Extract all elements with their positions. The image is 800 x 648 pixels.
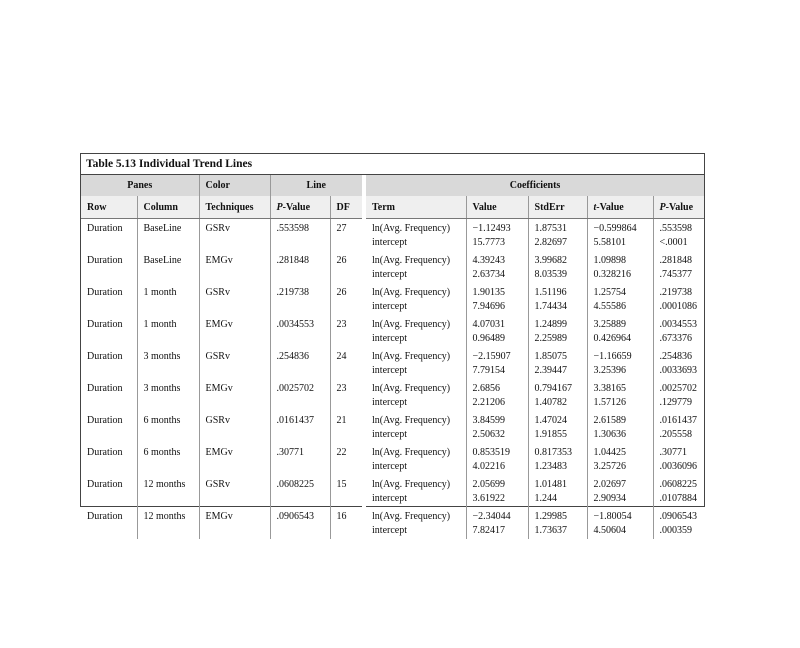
cell-stderr: 1.85075 <box>528 347 587 364</box>
cell-empty <box>137 492 199 507</box>
cell-column: BaseLine <box>137 251 199 268</box>
col-header-value: Value <box>466 196 528 219</box>
cell-empty <box>137 524 199 539</box>
cell-t-value: 1.57126 <box>587 396 653 411</box>
cell-empty <box>199 364 270 379</box>
cell-value: 15.7773 <box>466 236 528 251</box>
cell-line-p-value: .0034553 <box>270 315 330 332</box>
table-row-intercept <box>81 492 704 507</box>
cell-column: 3 months <box>137 379 199 396</box>
cell-p-value: .0001086 <box>653 300 704 315</box>
cell-t-value: 0.426964 <box>587 332 653 347</box>
cell-p-value: .000359 <box>653 524 704 539</box>
cell-column: 6 months <box>137 443 199 460</box>
table-row-intercept <box>81 268 704 283</box>
cell-t-value: 3.25889 <box>587 315 653 332</box>
cell-column: 1 month <box>137 283 199 300</box>
cell-stderr: 3.99682 <box>528 251 587 268</box>
cell-empty <box>270 428 330 443</box>
cell-technique: GSRv <box>199 219 270 237</box>
cell-column: 12 months <box>137 507 199 524</box>
cell-empty <box>137 460 199 475</box>
cell-t-value: 5.58101 <box>587 236 653 251</box>
cell-empty <box>81 236 137 251</box>
cell-column: 6 months <box>137 411 199 428</box>
cell-p-value: .553598 <box>653 219 704 237</box>
table-body <box>81 219 704 540</box>
cell-p-value: .0608225 <box>653 475 704 492</box>
table-row-intercept <box>81 332 704 347</box>
cell-row: Duration <box>87 287 123 298</box>
cell-column: 3 months <box>137 347 199 364</box>
cell-p-value: .254836 <box>653 347 704 364</box>
cell-stderr: 2.25989 <box>528 332 587 347</box>
data-table <box>81 175 704 539</box>
cell-term: intercept <box>364 524 466 539</box>
cell-empty <box>137 428 199 443</box>
cell-empty <box>199 524 270 539</box>
table-row-intercept <box>81 396 704 411</box>
cell-stderr: 1.23483 <box>528 460 587 475</box>
table-row <box>81 219 704 237</box>
group-header-coefficients: Coefficients <box>364 175 704 196</box>
cell-stderr: 2.82697 <box>528 236 587 251</box>
cell-value: 0.96489 <box>466 332 528 347</box>
cell-line-p-value: .254836 <box>270 347 330 364</box>
cell-value: 7.79154 <box>466 364 528 379</box>
table-row <box>81 347 704 364</box>
cell-column: BaseLine <box>137 219 199 237</box>
cell-term: ln(Avg. Frequency) <box>364 219 466 237</box>
cell-term: intercept <box>364 492 466 507</box>
cell-value: −2.15907 <box>466 347 528 364</box>
cell-t-value: 2.61589 <box>587 411 653 428</box>
cell-empty <box>330 300 364 315</box>
cell-t-value: 2.02697 <box>587 475 653 492</box>
cell-column: 12 months <box>137 475 199 492</box>
cell-empty <box>81 332 137 347</box>
p-italic: P <box>276 201 283 213</box>
cell-term: ln(Avg. Frequency) <box>364 347 466 364</box>
cell-t-value: 1.25754 <box>587 283 653 300</box>
col-header-row: Row <box>81 196 137 219</box>
cell-df: 15 <box>330 475 364 492</box>
cell-empty <box>81 428 137 443</box>
cell-stderr: 0.794167 <box>528 379 587 396</box>
cell-value: 2.6856 <box>466 379 528 396</box>
cell-t-value: 3.38165 <box>587 379 653 396</box>
cell-line-p-value: .219738 <box>270 283 330 300</box>
cell-line-p-value: .0906543 <box>270 507 330 524</box>
cell-empty <box>137 300 199 315</box>
cell-df: 24 <box>330 347 364 364</box>
cell-p-value: .0034553 <box>653 315 704 332</box>
cell-p-value: .673376 <box>653 332 704 347</box>
cell-row: Duration <box>87 255 123 266</box>
cell-value: 7.94696 <box>466 300 528 315</box>
cell-p-value: .0107884 <box>653 492 704 507</box>
cell-row: Duration <box>87 351 123 362</box>
table-row-intercept <box>81 364 704 379</box>
cell-value: 4.07031 <box>466 315 528 332</box>
col-header-term: Term <box>364 196 466 219</box>
cell-empty <box>199 332 270 347</box>
col-header-t-value <box>587 196 653 219</box>
cell-technique: EMGv <box>199 251 270 268</box>
cell-technique: EMGv <box>199 379 270 396</box>
cell-row: Duration <box>87 319 123 330</box>
cell-p-value: .0025702 <box>653 379 704 396</box>
table-row-intercept <box>81 460 704 475</box>
cell-df: 16 <box>330 507 364 524</box>
cell-empty <box>81 268 137 283</box>
cell-term: intercept <box>364 236 466 251</box>
cell-empty <box>270 364 330 379</box>
col-header-coef-p-value <box>653 196 704 219</box>
cell-value: 4.39243 <box>466 251 528 268</box>
col-header-df: DF <box>330 196 364 219</box>
cell-p-value: .30771 <box>653 443 704 460</box>
table-row-intercept <box>81 524 704 539</box>
table-row <box>81 283 704 300</box>
cell-value: 3.61922 <box>466 492 528 507</box>
cell-empty <box>330 460 364 475</box>
cell-row: Duration <box>87 383 123 394</box>
col-header-stderr: StdErr <box>528 196 587 219</box>
cell-line-p-value: .281848 <box>270 251 330 268</box>
cell-empty <box>270 396 330 411</box>
cell-line-p-value: .30771 <box>270 443 330 460</box>
cell-df: 26 <box>330 283 364 300</box>
cell-line-p-value: .0025702 <box>270 379 330 396</box>
cell-stderr: 1.40782 <box>528 396 587 411</box>
cell-empty <box>270 460 330 475</box>
table-caption: Table 5.13 Individual Trend Lines <box>81 154 704 175</box>
cell-value: 1.90135 <box>466 283 528 300</box>
cell-stderr: 1.74434 <box>528 300 587 315</box>
cell-line-p-value: .0161437 <box>270 411 330 428</box>
cell-t-value: 3.25726 <box>587 460 653 475</box>
table-row <box>81 475 704 492</box>
cell-term: ln(Avg. Frequency) <box>364 507 466 524</box>
p-italic: P <box>659 201 666 213</box>
cell-t-value: 1.04425 <box>587 443 653 460</box>
cell-p-value: .219738 <box>653 283 704 300</box>
cell-empty <box>270 236 330 251</box>
cell-empty <box>137 396 199 411</box>
cell-value: −2.34044 <box>466 507 528 524</box>
table-row-intercept <box>81 236 704 251</box>
cell-empty <box>199 492 270 507</box>
cell-empty <box>270 268 330 283</box>
cell-empty <box>81 300 137 315</box>
cell-empty <box>270 332 330 347</box>
cell-value: 0.853519 <box>466 443 528 460</box>
cell-empty <box>270 524 330 539</box>
group-header-line: Line <box>270 175 364 196</box>
cell-t-value: 1.30636 <box>587 428 653 443</box>
cell-p-value: .0033693 <box>653 364 704 379</box>
cell-row: Duration <box>87 479 123 490</box>
cell-empty <box>199 300 270 315</box>
cell-t-value: 1.09898 <box>587 251 653 268</box>
table-row <box>81 443 704 460</box>
cell-term: intercept <box>364 460 466 475</box>
cell-p-value: .745377 <box>653 268 704 283</box>
cell-df: 27 <box>330 219 364 237</box>
cell-stderr: 0.817353 <box>528 443 587 460</box>
cell-empty <box>330 492 364 507</box>
cell-value: −1.12493 <box>466 219 528 237</box>
cell-empty <box>199 460 270 475</box>
cell-technique: EMGv <box>199 315 270 332</box>
cell-term: ln(Avg. Frequency) <box>364 475 466 492</box>
cell-df: 22 <box>330 443 364 460</box>
cell-t-value: −1.80054 <box>587 507 653 524</box>
cell-term: ln(Avg. Frequency) <box>364 411 466 428</box>
col-header-column: Column <box>137 196 199 219</box>
cell-empty <box>137 332 199 347</box>
cell-empty <box>81 524 137 539</box>
table-row-intercept <box>81 300 704 315</box>
cell-value: 4.02216 <box>466 460 528 475</box>
cell-stderr: 1.91855 <box>528 428 587 443</box>
p-suffix: -Value <box>665 201 694 213</box>
cell-value: 2.05699 <box>466 475 528 492</box>
cell-df: 23 <box>330 379 364 396</box>
cell-t-value: 3.25396 <box>587 364 653 379</box>
cell-row: Duration <box>87 415 123 426</box>
t-italic: t <box>593 201 597 213</box>
cell-technique: GSRv <box>199 347 270 364</box>
cell-term: intercept <box>364 300 466 315</box>
cell-empty <box>199 236 270 251</box>
cell-empty <box>137 364 199 379</box>
cell-empty <box>270 300 330 315</box>
cell-empty <box>81 396 137 411</box>
cell-p-value: .0906543 <box>653 507 704 524</box>
cell-term: ln(Avg. Frequency) <box>364 379 466 396</box>
cell-technique: GSRv <box>199 283 270 300</box>
table-row <box>81 411 704 428</box>
cell-term: ln(Avg. Frequency) <box>364 443 466 460</box>
t-suffix: -Value <box>596 201 624 213</box>
cell-empty <box>330 236 364 251</box>
cell-p-value: .281848 <box>653 251 704 268</box>
cell-p-value: .0036096 <box>653 460 704 475</box>
cell-technique: GSRv <box>199 411 270 428</box>
group-header-color: Color <box>199 175 270 196</box>
cell-empty <box>330 332 364 347</box>
cell-row: Duration <box>87 511 123 522</box>
cell-technique: EMGv <box>199 443 270 460</box>
cell-df: 23 <box>330 315 364 332</box>
cell-empty <box>199 268 270 283</box>
cell-stderr: 2.39447 <box>528 364 587 379</box>
cell-p-value: .0161437 <box>653 411 704 428</box>
cell-technique: GSRv <box>199 475 270 492</box>
cell-value: 2.21206 <box>466 396 528 411</box>
cell-empty <box>199 428 270 443</box>
cell-row: Duration <box>87 447 123 458</box>
cell-value: 7.82417 <box>466 524 528 539</box>
cell-stderr: 1.51196 <box>528 283 587 300</box>
cell-empty <box>81 492 137 507</box>
table-row <box>81 507 704 524</box>
cell-t-value: 0.328216 <box>587 268 653 283</box>
cell-term: intercept <box>364 332 466 347</box>
cell-term: ln(Avg. Frequency) <box>364 251 466 268</box>
cell-p-value: .205558 <box>653 428 704 443</box>
p-suffix: -Value <box>282 201 311 213</box>
cell-empty <box>330 524 364 539</box>
table-row <box>81 251 704 268</box>
cell-stderr: 1.24899 <box>528 315 587 332</box>
table-row <box>81 315 704 332</box>
cell-p-value: .129779 <box>653 396 704 411</box>
cell-t-value: 4.55586 <box>587 300 653 315</box>
cell-t-value: −0.599864 <box>587 219 653 237</box>
cell-line-p-value: .553598 <box>270 219 330 237</box>
cell-technique: EMGv <box>199 507 270 524</box>
cell-value: 2.50632 <box>466 428 528 443</box>
cell-empty <box>137 236 199 251</box>
cell-t-value: −1.16659 <box>587 347 653 364</box>
cell-empty <box>81 364 137 379</box>
cell-t-value: 4.50604 <box>587 524 653 539</box>
cell-df: 21 <box>330 411 364 428</box>
group-header-panes: Panes <box>81 175 199 196</box>
trend-lines-table <box>80 153 705 536</box>
cell-empty <box>270 492 330 507</box>
cell-empty <box>330 428 364 443</box>
col-header-line-p-value <box>270 196 330 219</box>
cell-term: intercept <box>364 364 466 379</box>
cell-column: 1 month <box>137 315 199 332</box>
cell-row: Duration <box>87 223 123 234</box>
cell-stderr: 1.244 <box>528 492 587 507</box>
cell-stderr: 1.47024 <box>528 411 587 428</box>
cell-t-value: 2.90934 <box>587 492 653 507</box>
cell-line-p-value: .0608225 <box>270 475 330 492</box>
cell-empty <box>330 364 364 379</box>
cell-df: 26 <box>330 251 364 268</box>
cell-term: ln(Avg. Frequency) <box>364 315 466 332</box>
cell-stderr: 8.03539 <box>528 268 587 283</box>
cell-empty <box>199 396 270 411</box>
cell-term: intercept <box>364 268 466 283</box>
table-row-intercept <box>81 428 704 443</box>
cell-value: 3.84599 <box>466 411 528 428</box>
cell-term: intercept <box>364 396 466 411</box>
cell-stderr: 1.73637 <box>528 524 587 539</box>
cell-empty <box>330 396 364 411</box>
col-header-techniques: Techniques <box>199 196 270 219</box>
cell-value: 2.63734 <box>466 268 528 283</box>
cell-empty <box>330 268 364 283</box>
cell-stderr: 1.29985 <box>528 507 587 524</box>
cell-p-value: <.0001 <box>653 236 704 251</box>
cell-empty <box>81 460 137 475</box>
table-row <box>81 379 704 396</box>
cell-term: intercept <box>364 428 466 443</box>
cell-stderr: 1.01481 <box>528 475 587 492</box>
cell-stderr: 1.87531 <box>528 219 587 237</box>
cell-term: ln(Avg. Frequency) <box>364 283 466 300</box>
cell-empty <box>137 268 199 283</box>
